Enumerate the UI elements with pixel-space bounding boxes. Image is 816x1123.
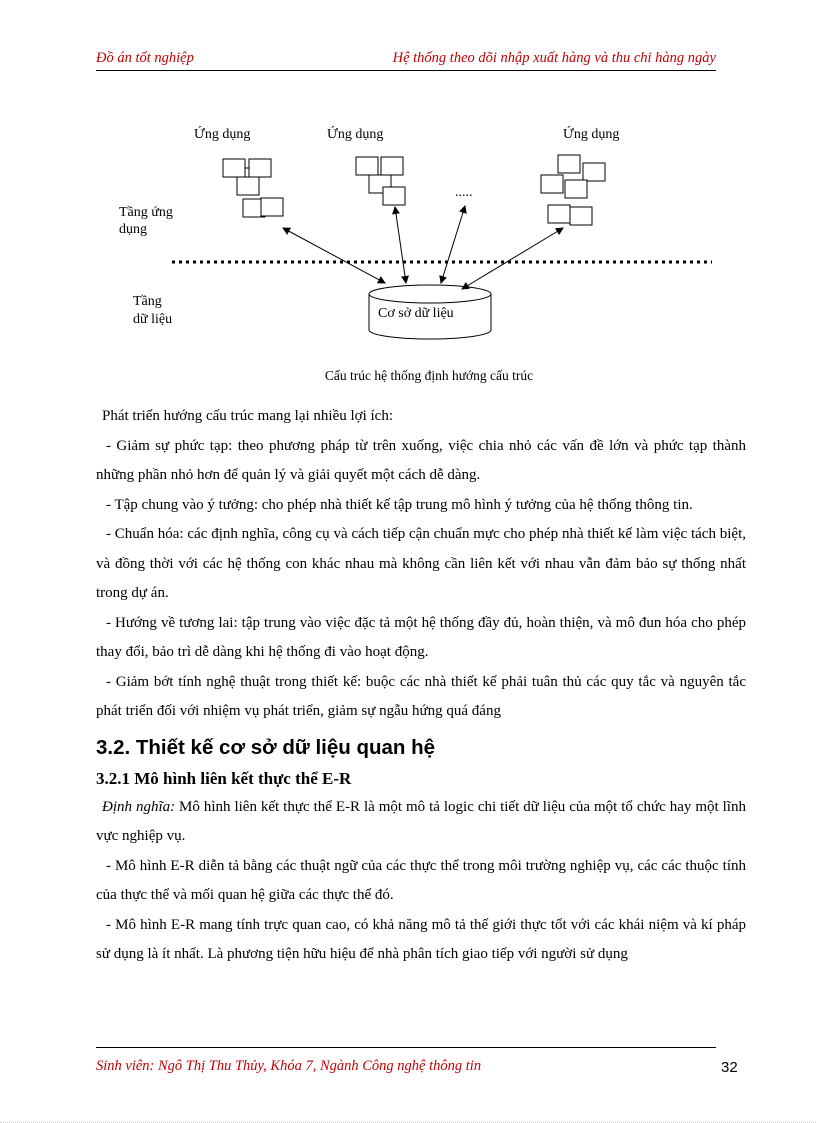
definition-paragraph — [96, 793, 746, 852]
architecture-diagram — [0, 0, 816, 365]
benefit-bullet-1: - Giảm sự phức tạp: theo phương pháp từ trên xuống, việc chia nhỏ các vấn đề lớn và phức tạp thành những phần nhỏ hơn để quản lý và giải quyết một cách dễ dàng. — [96, 437, 746, 483]
benefit-bullet-3: - Chuẩn hóa: các định nghĩa, công cụ và cách tiếp cận chuẩn mực cho phép nhà thiết kế làm việc tách biệt, và đồng thời với các hệ thống con khác nhau mà không cần liên kết với nhau vẫn đảm bảo sự thống nhất trong dự án. — [96, 526, 746, 601]
subsection-title: 3.2.1 Mô hình liên kết thực thể E-R — [96, 768, 352, 788]
app-label-2: Ứng dụng — [327, 127, 384, 142]
benefit-bullet-2: - Tập chung vào ý tưởng: cho phép nhà thiết kế tập trung mô hình ý tưởng của hệ thống thông tin. — [106, 496, 693, 513]
section-title: 3.2. Thiết kế cơ sở dữ liệu quan hệ — [96, 735, 436, 759]
app-module-group-2 — [356, 157, 405, 205]
er-bullet-2: - Mô hình E-R mang tính trực quan cao, có khả năng mô tả thế giới thực tốt với các khái niệm và kí pháp sử dụng là ít nhất. Là phương tiện hữu hiệu để nhà phân tích giao tiếp với người sử dụng — [96, 916, 746, 962]
arrow-ellipsis-db — [441, 206, 465, 283]
page-body — [96, 402, 746, 970]
layer-app-label-line1: Tầng ứng — [119, 205, 173, 220]
arrow-app3-db — [462, 228, 563, 289]
intro-paragraph: Phát triển hướng cấu trúc mang lại nhiều lợi ích: — [102, 408, 394, 424]
definition-term: Định nghĩa: — [102, 798, 176, 815]
app-label-1: Ứng dụng — [194, 127, 251, 142]
er-bullet-1: - Mô hình E-R diễn tả bằng các thuật ngữ của các thực thể trong môi trường nghiệp vụ, các các thuộc tính của thực thể và mối quan hệ giữa các thực thể đó. — [96, 857, 746, 903]
layer-data-label-line1: Tầng — [133, 294, 162, 309]
app-module-group-3 — [541, 155, 605, 225]
definition-text: Mô hình liên kết thực thể E-R là một mô tả logic chi tiết dữ liệu của một tổ chức hay một lĩnh vực nghiệp vụ. — [96, 798, 746, 844]
diagram-caption: Cấu trúc hệ thống định hướng cấu trúc — [324, 368, 534, 383]
diagram-ellipsis: ..... — [455, 185, 473, 200]
arrow-app2-db — [395, 207, 406, 283]
page-number: 32 — [721, 1059, 738, 1076]
arrow-app1-db — [283, 228, 385, 283]
page-footer — [96, 1047, 716, 1074]
layer-app-label-line2: dụng — [119, 222, 147, 237]
header-left: Đồ án tốt nghiệp — [96, 50, 194, 66]
app-module-group-1 — [223, 159, 283, 217]
app-label-3: Ứng dụng — [563, 127, 620, 142]
benefit-bullet-5: - Giảm bớt tính nghệ thuật trong thiết kế: buộc các nhà thiết kế phải tuân thủ các quy tắc và nguyên tắc phát triển đối với nhiệm vụ phát triển, giảm sự ngẫu hứng quá đáng — [96, 673, 746, 719]
layer-data-label-line2: dữ liệu — [133, 312, 173, 327]
header-right: Hệ thống theo dõi nhập xuất hàng và thu chi hàng ngày — [392, 50, 716, 66]
benefit-bullet-4: - Hướng về tương lai: tập trung vào việc đặc tả một hệ thống đầy đủ, hoàn thiện, và mô đun hóa cho phép thay đổi, bảo trì dễ dàng khi hệ thống đi vào hoạt động. — [96, 614, 746, 660]
database-label: Cơ sở dữ liệu — [378, 306, 454, 321]
footer-student: Sinh viên: Ngô Thị Thu Thủy, Khóa 7, Ngành Công nghệ thông tin — [96, 1058, 482, 1074]
